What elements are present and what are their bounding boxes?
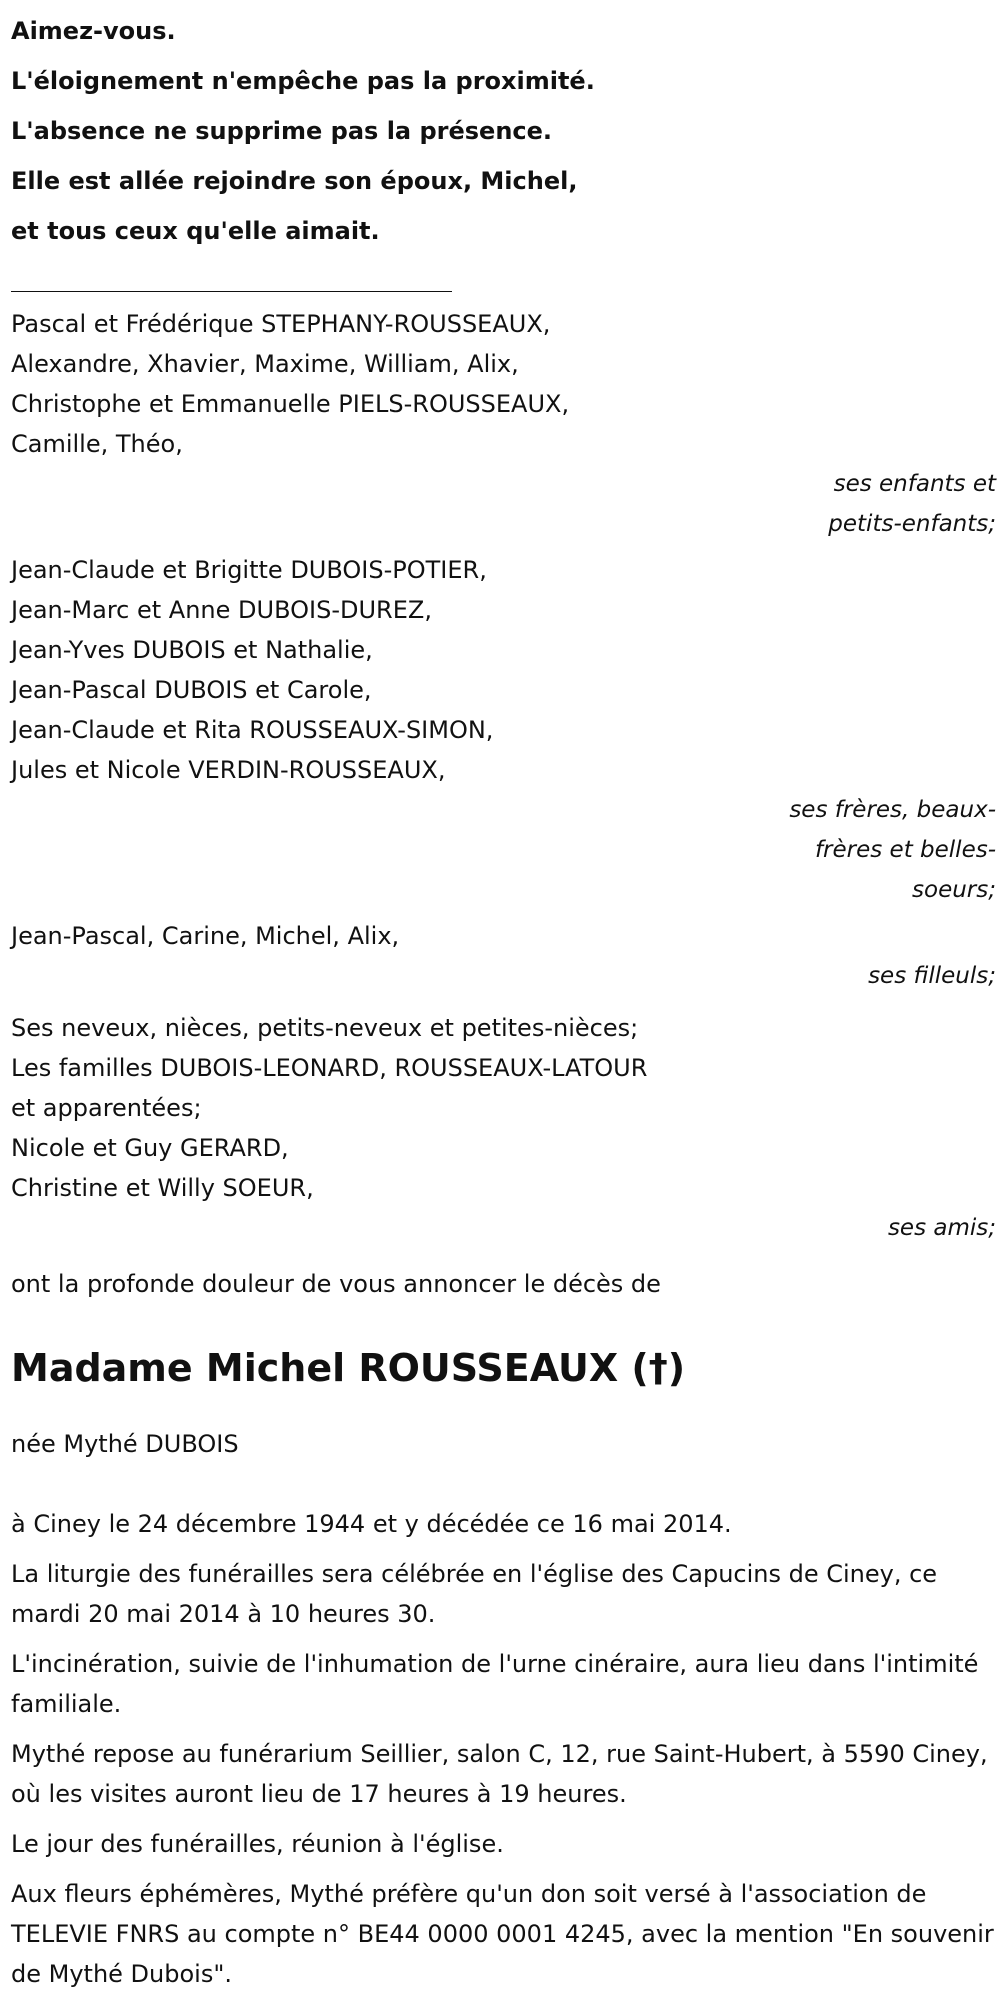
relation-label: petits-enfants; [828,511,996,537]
family-name-line: Camille, Théo, [11,430,183,458]
family-name-line: Alexandre, Xhavier, Maxime, William, Alix, [11,350,519,378]
obituary-notice [11,6,996,1994]
intro-line: L'absence ne supprime pas la présence. [11,117,553,145]
family-name-line: et apparentées; [11,1094,202,1122]
extended-family-group [11,1008,996,1248]
separator-line [11,291,452,292]
siblings-group [11,550,996,910]
detail-paragraph: à Ciney le 24 décembre 1944 et y décédée ce 16 mai 2014. [11,1510,732,1538]
family-name-line: Jules et Nicole VERDIN-ROUSSEAUX, [11,756,446,784]
intro-line: Elle est allée rejoindre son époux, Michel, [11,167,578,195]
family-name-line: Christine et Willy SOEUR, [11,1174,314,1202]
relation-label: ses amis; [887,1215,996,1241]
intro-line: L'éloignement n'empêche pas la proximité. [11,67,595,95]
family-name-line: Jean-Marc et Anne DUBOIS-DUREZ, [11,596,432,624]
children-group [11,304,996,544]
relation-label: frères et belles- [814,837,996,863]
funeral-details [11,1504,996,1994]
family-name-line: Pascal et Frédérique STEPHANY-ROUSSEAUX, [11,310,551,338]
relation-label: ses frères, beaux- [789,797,996,823]
family-name-line: Jean-Pascal DUBOIS et Carole, [11,676,372,704]
family-name-line: Jean-Pascal, Carine, Michel, Alix, [11,922,400,950]
detail-paragraph: L'incinération, suivie de l'inhumation de l'urne cinéraire, aura lieu dans l'intimité familiale. [11,1650,979,1718]
intro-verse [11,6,996,256]
intro-line: et tous ceux qu'elle aimait. [11,217,380,245]
detail-paragraph: Aux fleurs éphémères, Mythé préfère qu'un don soit versé à l'association de TELEVIE FNRS au compte n° BE44 0000 0001 4245, avec la mention "En souvenir de Mythé Dubois". [11,1880,994,1988]
detail-paragraph: La liturgie des funérailles sera célébrée en l'église des Capucins de Ciney, ce mardi 20 mai 2014 à 10 heures 30. [11,1560,938,1628]
intro-line: Aimez-vous. [11,17,176,45]
family-name-line: Les familles DUBOIS-LEONARD, ROUSSEAUX-LATOUR [11,1054,648,1082]
relation-label: ses enfants et [833,471,996,497]
family-name-line: Jean-Yves DUBOIS et Nathalie, [11,636,373,664]
family-name-line: Jean-Claude et Rita ROUSSEAUX-SIMON, [11,716,494,744]
family-name-line: Nicole et Guy GERARD, [11,1134,289,1162]
detail-paragraph: Le jour des funérailles, réunion à l'église. [11,1830,504,1858]
relation-label: ses filleuls; [868,963,996,989]
maiden-name: née Mythé DUBOIS [11,1430,239,1458]
godchildren-group [11,916,996,996]
family-name-line: Ses neveux, nièces, petits-neveux et petites-nièces; [11,1014,639,1042]
deceased-name: Madame Michel ROUSSEAUX (†) [11,1346,686,1390]
relation-label: soeurs; [912,877,996,903]
detail-paragraph: Mythé repose au funérarium Seillier, salon C, 12, rue Saint-Hubert, à 5590 Ciney, où les visites auront lieu de 17 heures à 19 heures. [11,1740,988,1808]
family-name-line: Jean-Claude et Brigitte DUBOIS-POTIER, [11,556,487,584]
announcement-text: ont la profonde douleur de vous annoncer le décès de [11,1270,661,1298]
family-name-line: Christophe et Emmanuelle PIELS-ROUSSEAUX, [11,390,570,418]
